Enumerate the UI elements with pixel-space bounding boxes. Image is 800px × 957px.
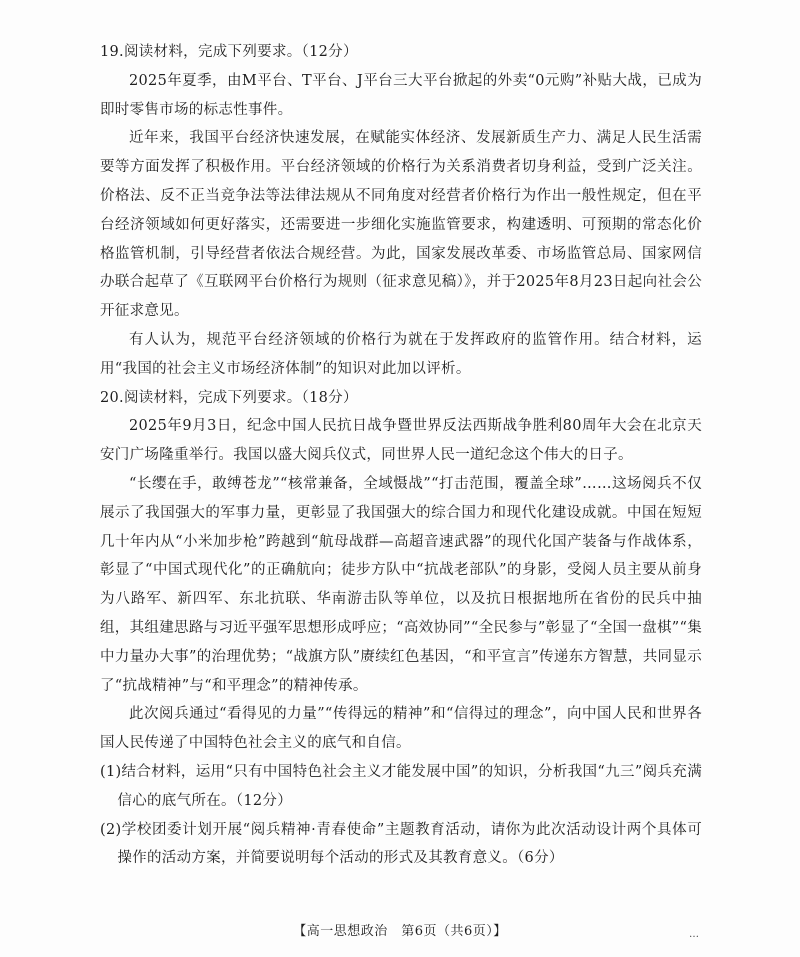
question-19-prompt: 有人认为，规范平台经济领域的价格行为就在于发挥政府的监管作用。结合材料，运用“我国的社会主义市场经济体制”的知识对此加以评析。 <box>100 331 702 377</box>
question-20-material-paragraph: 此次阅兵通过“看得见的力量”“传得远的精神”和“信得过的理念”，向中国人民和世界各国人民传递了中国特色社会主义的底气和自信。 <box>100 706 702 752</box>
question-20-material-paragraph: 2025年9月3日，纪念中国人民抗日战争暨世界反法西斯战争胜利80周年大会在北京天安门广场隆重举行。我国以盛大阅兵仪式，同世界人民一道纪念这个伟大的日子。 <box>100 418 702 464</box>
question-19-material-paragraph: 近年来，我国平台经济快速发展，在赋能实体经济、发展新质生产力、满足人民生活需要等方面发挥了积极作用。平台经济领域的价格行为关系消费者切身利益，受到广泛关注。价格法、反不正当竞争法等法律法规从不同角度对经营者价格行为作出一般性规定，但在平台经济领域如何更好落实，还需要进一步细化实施监管要求，构建透明、可预期的常态化价格监管机制，引导经营者依法合规经营。为此，国家发展改革委、市场监管总局、国家网信办联合起草了《互联网平台价格行为规则（征求意见稿）》，并于2025年8月23日起向社会公开征求意见。 <box>100 130 702 320</box>
corner-mark: … <box>689 929 699 940</box>
page-content <box>100 38 702 873</box>
question-19-heading: 19.阅读材料，完成下列要求。（12分） <box>100 44 358 60</box>
question-19-material-paragraph: 2025年夏季，由M平台、T平台、J平台三大平台掀起的外卖“0元购”补贴大战，已成为即时零售市场的标志性事件。 <box>100 72 702 118</box>
question-20-subquestion-1: (1)结合材料，运用“只有中国特色社会主义才能发展中国”的知识，分析我国“九三”阅兵充满信心的底气所在。（12分） <box>100 763 702 809</box>
question-20-heading: 20.阅读材料，完成下列要求。（18分） <box>100 389 358 406</box>
question-20-subquestion-2: (2)学校团委计划开展“阅兵精神·青春使命”主题教育活动，请你为此次活动设计两个具体可操作的活动方案，并简要说明每个活动的形式及其教育意义。（6分） <box>100 821 702 867</box>
question-19 <box>100 38 702 384</box>
question-20-material-paragraph: “长缨在手，敢缚苍龙”“核常兼备，全域慑战”“打击范围，覆盖全球”……这场阅兵不仅展示了我国强大的军事力量，更彰显了我国强大的综合国力和现代化建设成就。中国在短短几十年内从“小米加步枪”跨越到“航母战群—高超音速武器”的现代化国产装备与作战体系，彰显了“中国式现代化”的正确航向；徒步方队中“抗战老部队”的身影，受阅人员主要从前身为八路军、新四军、东北抗联、华南游击队等单位，以及抗日根据地所在省份的民兵中抽组，其组建思路与习近平强军思想形成呼应；“高效协同”“全民参与”彰显了“全国一盘棋”“集中力量办大事”的治理优势；“战旗方队”赓续红色基因，“和平宣言”传递东方智慧，共同显示了“抗战精神”与“和平理念”的精神传承。 <box>100 475 702 694</box>
question-20 <box>100 384 702 874</box>
page-footer: 【高一思想政治 第6页（共6页）】 <box>293 924 507 939</box>
